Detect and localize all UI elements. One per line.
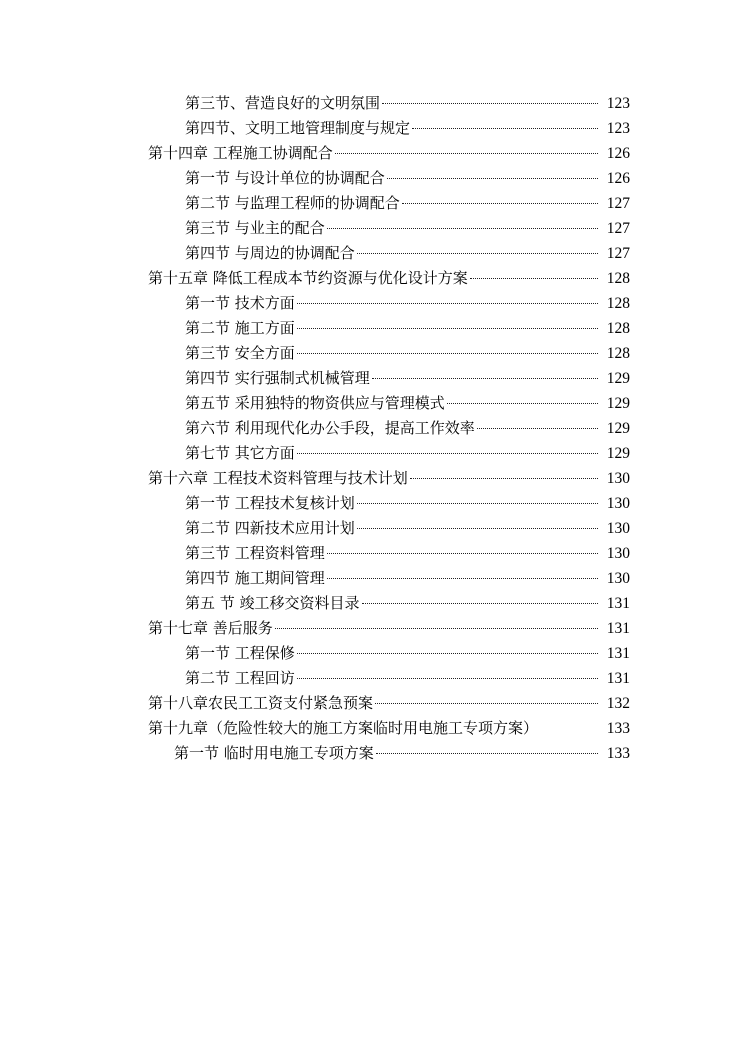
toc-entry-page-number: 127 [606,220,630,237]
toc-entry-page-number: 130 [606,570,630,587]
toc-section-entry[interactable] [0,166,744,191]
toc-entry-title: 第二节 四新技术应用计划 [185,519,355,537]
toc-entry-page-number: 133 [606,720,630,737]
toc-dot-leader [357,528,598,529]
toc-chapter-entry[interactable] [0,141,744,166]
toc-dot-leader [375,703,598,704]
toc-section-entry[interactable] [0,491,744,516]
toc-entry-page-number: 131 [606,595,630,612]
toc-dot-leader [335,153,598,154]
toc-entry-title: 第五节 采用独特的物资供应与管理模式 [185,394,445,412]
toc-entry-page-number: 131 [606,620,630,637]
toc-entry-title: 第二节 工程回访 [185,669,295,687]
toc-dot-leader [297,303,598,304]
toc-entry-page-number: 128 [606,295,630,312]
toc-entry-title: 第二节 与监理工程师的协调配合 [185,194,400,212]
toc-entry-page-number: 128 [606,270,630,287]
toc-entry-page-number: 128 [606,320,630,337]
toc-entry-title: 第一节 工程技术复核计划 [185,494,355,512]
toc-entry-page-number: 132 [606,695,630,712]
toc-entry-page-number: 128 [606,345,630,362]
toc-entry-title: 第一节 与设计单位的协调配合 [185,169,385,187]
toc-chapter-entry[interactable] [0,691,744,716]
toc-entry-title: 第十九章（危险性较大的施工方案临时用电施工专项方案） [148,719,539,737]
toc-section-entry[interactable] [0,516,744,541]
toc-entry-title: 第四节 与周边的协调配合 [185,244,355,262]
toc-dot-leader [447,403,598,404]
toc-entry-title: 第十六章 工程技术资料管理与技术计划 [148,469,408,487]
toc-dot-leader [297,328,598,329]
toc-entry-title: 第四节 实行强制式机械管理 [185,369,370,387]
toc-entry-title: 第三节 工程资料管理 [185,544,325,562]
toc-entry-page-number: 129 [606,395,630,412]
toc-entry-title: 第三节、营造良好的文明氛围 [185,94,381,112]
toc-entry-title: 第一节 技术方面 [185,294,295,312]
toc-dot-leader [410,478,598,479]
toc-dot-leader [357,253,598,254]
toc-dot-leader [362,603,598,604]
toc-entry-page-number: 129 [606,445,630,462]
toc-entry-title: 第十八章农民工工资支付紧急预案 [148,694,374,712]
toc-section-entry[interactable] [0,566,744,591]
toc-entry-page-number: 133 [606,745,630,762]
toc-entry-page-number: 123 [606,95,630,112]
toc-entry-page-number: 127 [606,245,630,262]
toc-section-entry[interactable] [0,591,744,616]
toc-dot-leader [376,753,598,754]
toc-entry-title: 第七节 其它方面 [185,444,295,462]
toc-entry-title: 第十五章 降低工程成本节约资源与优化设计方案 [148,269,468,287]
toc-dot-leader [477,428,598,429]
toc-dot-leader [297,653,598,654]
toc-section-entry[interactable] [0,316,744,341]
toc-entry-page-number: 131 [606,670,630,687]
toc-dot-leader [382,103,598,104]
toc-entry-title: 第十四章 工程施工协调配合 [148,144,333,162]
toc-entry-title: 第一节 临时用电施工专项方案 [174,744,374,762]
toc-section-entry[interactable] [0,291,744,316]
toc-section-entry[interactable] [0,741,744,766]
toc-dot-leader [357,503,598,504]
toc-dot-leader [327,228,598,229]
toc-entry-title: 第六节 利用现代化办公手段，提高工作效率 [185,419,475,437]
toc-section-entry[interactable] [0,541,744,566]
toc-entry-page-number: 126 [606,170,630,187]
toc-dot-leader [275,628,598,629]
toc-dot-leader [297,353,598,354]
toc-entry-page-number: 130 [606,545,630,562]
toc-entry-page-number: 130 [606,520,630,537]
toc-entry-title: 第一节 工程保修 [185,644,295,662]
toc-entry-page-number: 129 [606,420,630,437]
toc-section-entry[interactable] [0,241,744,266]
toc-entry-page-number: 123 [606,120,630,137]
toc-entry-title: 第五 节 竣工移交资料目录 [185,594,360,612]
toc-section-entry[interactable] [0,391,744,416]
toc-section-entry[interactable] [0,441,744,466]
toc-section-entry[interactable] [0,191,744,216]
toc-section-entry[interactable] [0,216,744,241]
toc-entry-page-number: 131 [606,645,630,662]
table-of-contents [0,91,744,766]
toc-entry-title: 第四节、文明工地管理制度与规定 [185,119,411,137]
toc-section-entry[interactable] [0,641,744,666]
toc-entry-page-number: 126 [606,145,630,162]
toc-section-entry[interactable] [0,91,744,116]
toc-section-entry[interactable] [0,366,744,391]
toc-entry-title: 第十七章 善后服务 [148,619,273,637]
toc-dot-leader [470,278,598,279]
toc-dot-leader [402,203,598,204]
toc-section-entry[interactable] [0,416,744,441]
toc-entry-title: 第三节 与业主的配合 [185,219,325,237]
toc-entry-title: 第四节 施工期间管理 [185,569,325,587]
toc-dot-leader [297,678,598,679]
toc-entry-page-number: 130 [606,495,630,512]
toc-dot-leader [327,578,598,579]
toc-dot-leader [372,378,598,379]
toc-dot-leader [327,553,598,554]
toc-chapter-entry[interactable] [0,466,744,491]
toc-entry-page-number: 127 [606,195,630,212]
toc-section-entry[interactable] [0,116,744,141]
toc-chapter-entry[interactable] [0,716,744,741]
toc-entry-title: 第二节 施工方面 [185,319,295,337]
toc-section-entry[interactable] [0,666,744,691]
toc-entry-page-number: 129 [606,370,630,387]
toc-entry-page-number: 130 [606,470,630,487]
toc-chapter-entry[interactable] [0,616,744,641]
toc-dot-leader [297,453,598,454]
toc-dot-leader [412,128,598,129]
toc-entry-title: 第三节 安全方面 [185,344,295,362]
toc-dot-leader [387,178,598,179]
toc-section-entry[interactable] [0,341,744,366]
toc-chapter-entry[interactable] [0,266,744,291]
